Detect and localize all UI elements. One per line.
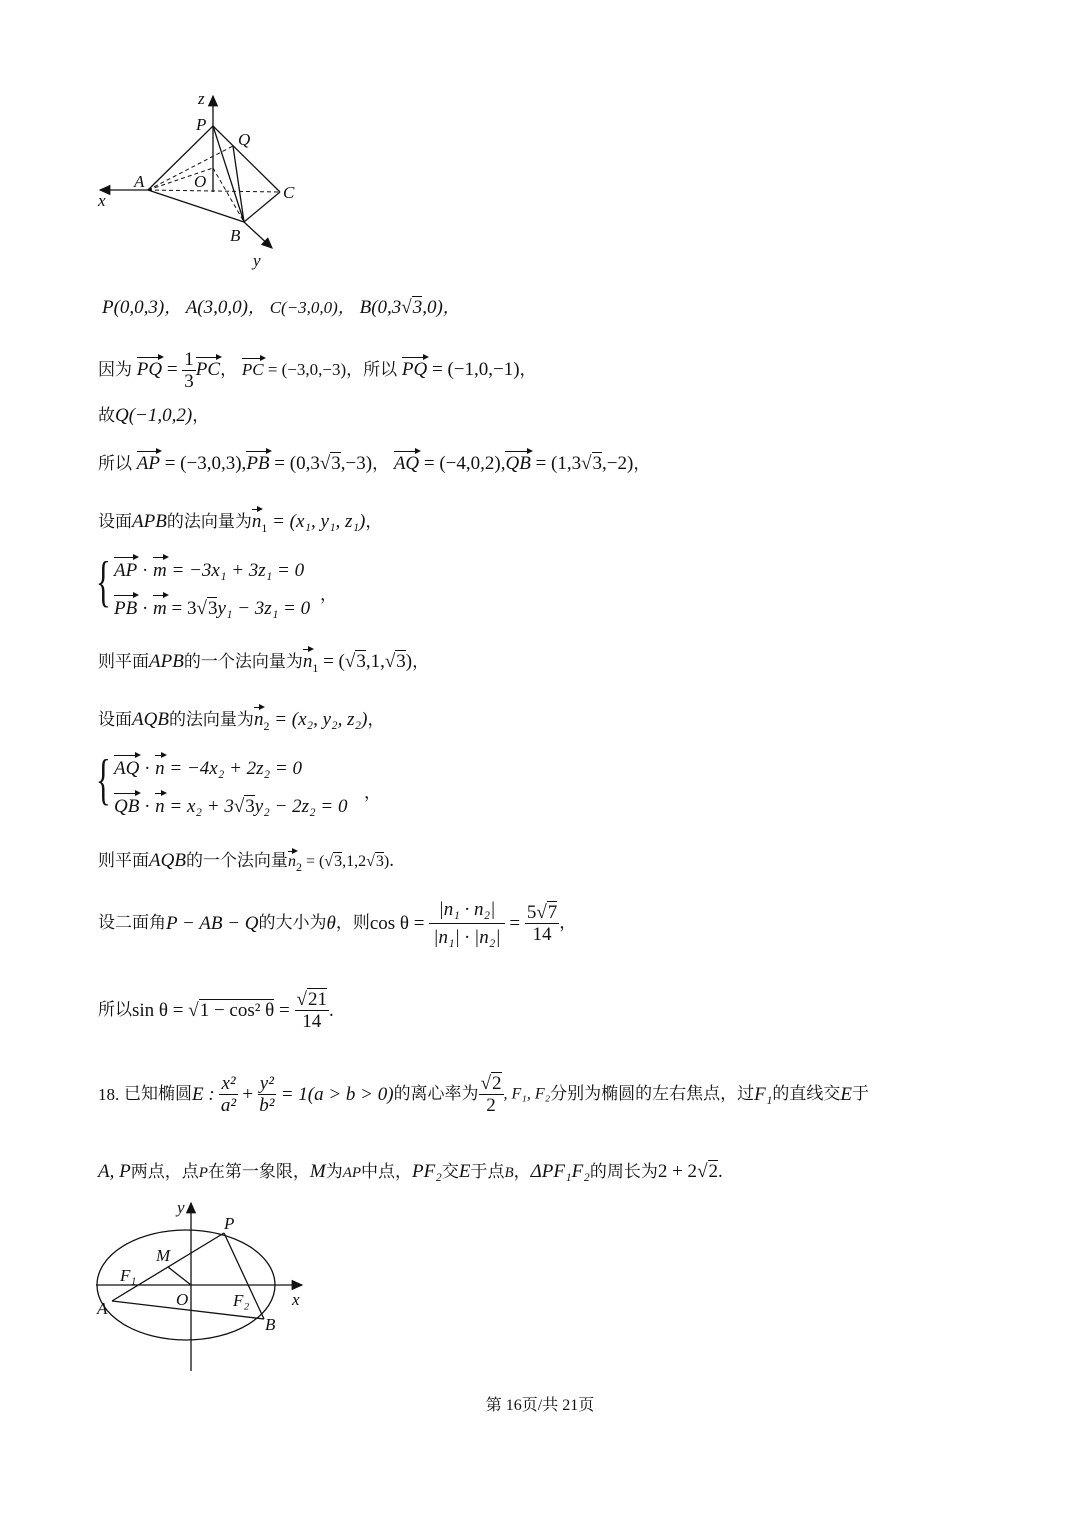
label-z: z (198, 89, 205, 108)
label-b: B (230, 226, 241, 245)
page-number: 第 16页/共 21页 (485, 1397, 595, 1414)
label-a: A (134, 172, 145, 191)
dash-aq (148, 146, 233, 190)
edge-bc (244, 192, 280, 222)
label-y: y (177, 1198, 185, 1217)
dash-ac (148, 190, 280, 192)
line-cos-theta: 设二面角P − AB − Q的大小为θ，则cos θ = $\frac{\text{|n₁ · n₂|}}{\text{|n₁| · |n₂|}}$ = $\frac{5√7}{14}$ ， (98, 896, 576, 972)
line-om (168, 1267, 191, 1285)
problem-18-line-1: 18. 已知椭圆E : $\frac{\text{x²}}{\text{a²}}$ + $\frac{\text{y²}}{\text{b²}}$ = 1(a > b > 0)的离心率为 $\frac{√2}{2}$ , F₁, F₂分别为椭圆的左右焦点，过F₁的直线交E于 (98, 1073, 869, 1116)
line-normal-apb: 设面APB的法向量为$n_1 = (x_1$, y₁, z₁)， (98, 511, 383, 535)
label-q: Q (238, 130, 251, 149)
line-normal-aqb: 设面AQB的法向量为$n_2 = (x_2$, y₂, z₂)， (98, 709, 385, 733)
label-p: P (196, 115, 207, 134)
label-o: O (176, 1290, 189, 1309)
label-x: x (98, 191, 106, 210)
label-o: O (194, 172, 207, 191)
label-a: A (97, 1299, 108, 1318)
figure-tetrahedron (90, 88, 320, 273)
label-p: P (224, 1214, 235, 1233)
coords-line: P(0,0,3)， A(3,0,0)， C(−3,0,0)， B(0,3√3,0)， (102, 297, 460, 318)
line-q-coord: 故Q(−1,0,2)， (98, 405, 210, 426)
line-vectors: 所以 AP = (−3,0,3),PB = (0,3√3,−3)， AQ = (−4,0,2),QB = (1,3√3,−2)， (98, 453, 651, 474)
edge-ab (148, 190, 244, 222)
edge-qb (233, 146, 244, 222)
problem-18-line-2: A, P两点，点P在第一象限，M为AP中点，PF₂交E于点B，ΔPF₁F₂的周长为2 + 2√2. (98, 1161, 723, 1182)
label-m: M (156, 1246, 171, 1265)
label-b: B (265, 1315, 276, 1334)
line-normal-apb-result: 则平面APB的一个法向量为$n_1 = (√3,1,√3)$， (98, 651, 430, 675)
label-f1: F₁ (120, 1266, 137, 1285)
y-axis (244, 222, 272, 248)
line-pq-relation: 因为 PQ = $\frac{1}{3}$ PC， PC = (−3,0,−3)，所以 PQ = (−1,0,−1)， (98, 349, 537, 392)
label-y: y (253, 251, 261, 270)
label-f2: F₂ (233, 1291, 250, 1310)
left-brace: { (96, 551, 111, 613)
left-brace: { (96, 749, 111, 811)
label-x: x (292, 1290, 300, 1309)
line-normal-aqb-result: 则平面AQB的一个法向量$n_2 = (√3,1,2√3)$. (98, 850, 394, 874)
line-sin-theta: 所以sin θ = √1 − cos² θ = $\frac{√21}{14}$ . (98, 989, 334, 1032)
figure-ellipse (90, 1195, 320, 1375)
label-c: C (283, 183, 295, 202)
